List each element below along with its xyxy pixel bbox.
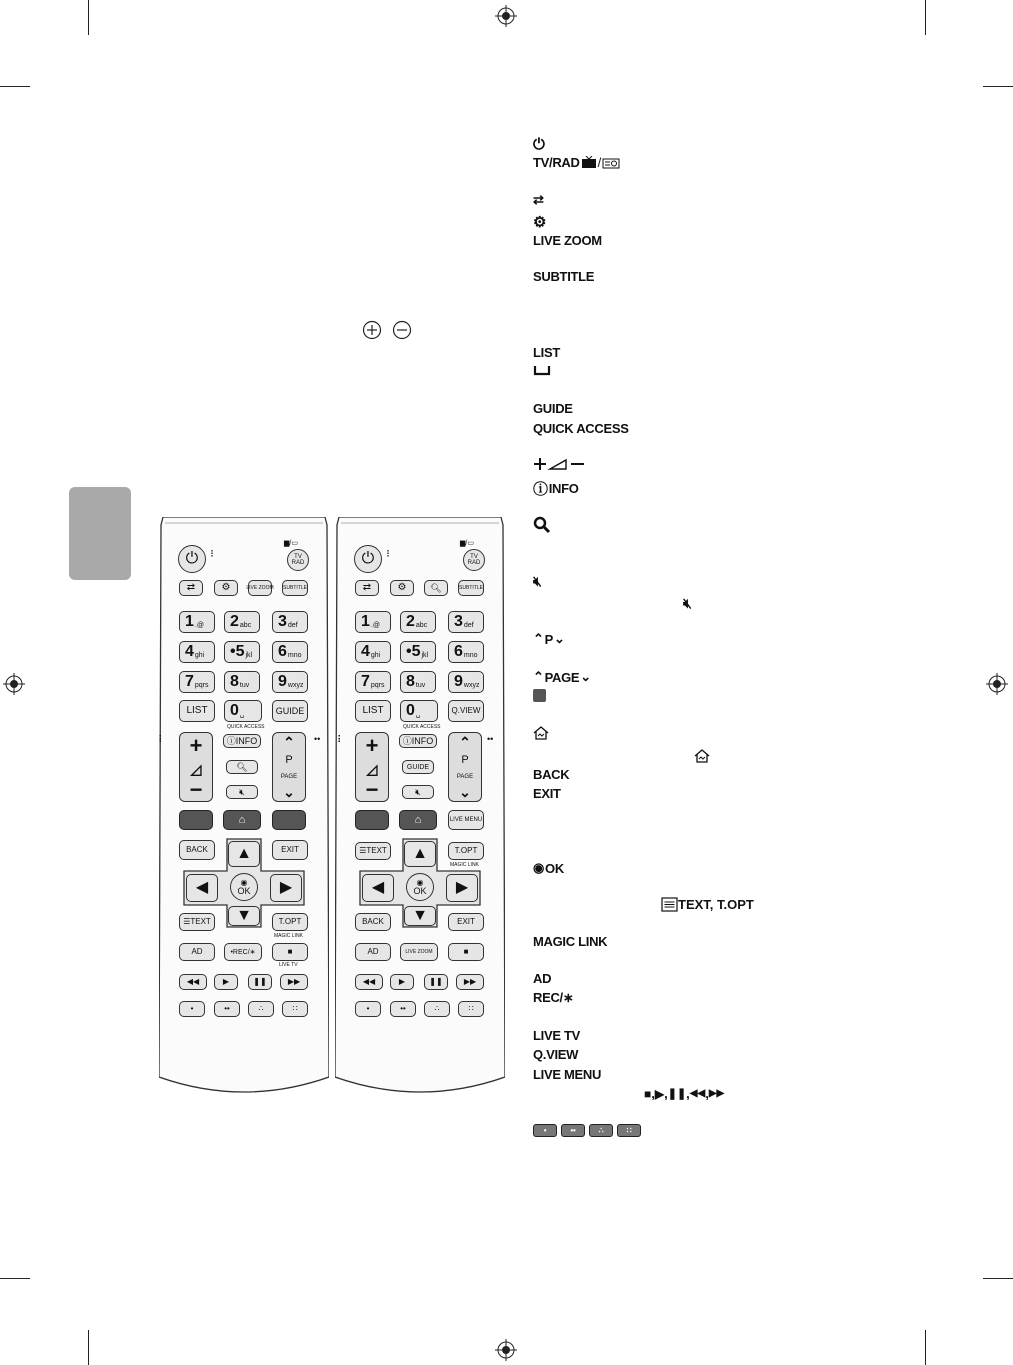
mute-button[interactable]: 🔇︎ xyxy=(226,785,258,799)
legend-power xyxy=(533,136,545,153)
back-button[interactable]: BACK xyxy=(355,913,391,931)
qview-button[interactable]: Q.VIEW xyxy=(448,700,484,722)
crop-mark xyxy=(925,1330,926,1365)
colour-key-1[interactable] xyxy=(355,810,389,830)
legend-tv-rad: TV/RAD / xyxy=(533,155,620,170)
quick-access-label: QUICK ACCESS xyxy=(227,724,265,730)
power-button[interactable]: ⏻ xyxy=(178,545,206,573)
dot-button-2[interactable]: •• xyxy=(214,1001,240,1017)
legend-p xyxy=(533,631,565,647)
p-label: P xyxy=(285,754,293,767)
home-button[interactable]: ⌂ xyxy=(223,810,261,830)
ok-label: OK xyxy=(237,885,251,896)
key-letters: wxyz xyxy=(287,681,304,689)
crop-mark xyxy=(0,1278,30,1279)
ok-icon: ◉ xyxy=(533,860,545,875)
key-letters: abc xyxy=(239,621,252,629)
input-button[interactable]: ⇄ xyxy=(179,580,203,596)
key-letters: def xyxy=(287,621,298,629)
key-number: 6 xyxy=(278,643,287,660)
volume-up-icon: + xyxy=(365,733,379,758)
up-chevron-icon: ⌃ xyxy=(533,669,544,684)
legend-list: LIST xyxy=(533,345,560,360)
legend-ad: AD xyxy=(533,971,552,986)
input-icon: ⇄ xyxy=(533,192,544,207)
legend-home xyxy=(533,726,549,740)
separator: , xyxy=(651,1086,655,1101)
list-button[interactable]: LIST xyxy=(355,700,391,722)
live-zoom-button[interactable]: LIVE ZOOM xyxy=(400,943,438,961)
legend-mute xyxy=(533,573,542,590)
text-button[interactable]: ☰TEXT xyxy=(179,913,215,931)
down-button[interactable]: ▼ xyxy=(404,906,436,926)
play-button[interactable]: ▶ xyxy=(390,974,414,990)
subtitle-button[interactable]: SUBTITLE xyxy=(458,580,484,596)
live-zoom-button[interactable]: LIVE ZOOM xyxy=(248,580,272,596)
rewind-button[interactable]: ◀◀ xyxy=(179,974,207,990)
text-button[interactable]: ☰TEXT xyxy=(355,842,391,860)
live-tv-label: LIVE TV xyxy=(279,962,298,968)
input-button[interactable]: ⇄ xyxy=(355,580,379,596)
key-letters: ␣ xyxy=(415,710,421,718)
right-button[interactable]: ▶ xyxy=(270,874,302,902)
page-label: PAGE xyxy=(280,773,298,780)
number-6-button[interactable] xyxy=(272,641,308,663)
legend-search xyxy=(533,516,551,534)
key-number: 7 xyxy=(185,673,194,690)
colour-key-icon xyxy=(533,689,546,702)
quick-access-label: QUICK ACCESS xyxy=(403,724,441,730)
key-letters: jkl xyxy=(421,651,429,659)
key-number: 9 xyxy=(278,673,287,690)
legend-back: BACK xyxy=(533,767,570,782)
ad-button[interactable]: AD xyxy=(179,943,215,961)
number-3-button[interactable] xyxy=(448,611,484,633)
key-number: 4 xyxy=(361,643,370,660)
legend-live-tv: LIVE TV xyxy=(533,1028,581,1043)
volume-icon: ◿ xyxy=(366,760,378,777)
key-number: •5 xyxy=(406,643,421,660)
key-letters: mno xyxy=(287,651,302,659)
legend-settings xyxy=(533,213,546,231)
crop-mark xyxy=(925,0,926,35)
volume-up-icon: + xyxy=(189,733,203,758)
key-letters: def xyxy=(463,621,474,629)
dot-button-4-icon: ∷ xyxy=(617,1124,641,1137)
legend-exit: EXIT xyxy=(533,786,561,801)
side-dots-icon: ⠇ xyxy=(158,735,166,746)
list-button[interactable]: LIST xyxy=(179,700,215,722)
tv-rad-icons: ▆/▭ xyxy=(460,540,474,547)
registration-mark-icon xyxy=(495,1339,517,1361)
volume-icon xyxy=(533,457,585,471)
zoom-icons xyxy=(362,320,412,340)
separator: , xyxy=(705,1086,709,1101)
search-icon xyxy=(533,516,551,534)
topt-button[interactable]: T.OPT xyxy=(448,842,484,860)
fast-forward-icon: ▶▶ xyxy=(708,1088,725,1099)
legend-page xyxy=(533,669,591,685)
search-button[interactable]: 🔍︎ xyxy=(424,580,448,596)
legend-live-zoom: LIVE ZOOM xyxy=(533,233,602,248)
dot-button-4[interactable]: ∷ xyxy=(458,1001,484,1017)
key-letters: pqrs xyxy=(370,681,385,689)
key-number: 2 xyxy=(406,613,415,630)
rec-button[interactable]: •REC/∗ xyxy=(224,943,262,961)
down-button[interactable]: ▼ xyxy=(228,906,260,926)
language-tab xyxy=(69,487,131,580)
dot-button-3[interactable]: ∴ xyxy=(248,1001,274,1017)
dot-button-1[interactable]: • xyxy=(355,1001,381,1017)
key-number: 2 xyxy=(230,613,239,630)
dot-button-2[interactable]: •• xyxy=(390,1001,416,1017)
ok-label: OK xyxy=(413,885,427,896)
legend-text-topt-label: TEXT, T.OPT xyxy=(678,897,754,912)
number-3-button[interactable] xyxy=(272,611,308,633)
key-number: 1 xyxy=(361,613,370,630)
number-6-button[interactable] xyxy=(448,641,484,663)
key-letters: ghi xyxy=(194,651,205,659)
key-number: 1 xyxy=(185,613,194,630)
legend-page-label: PAGE xyxy=(544,669,580,685)
registration-mark-icon xyxy=(495,5,517,27)
left-button[interactable]: ◀ xyxy=(362,874,394,902)
remote-control-a xyxy=(159,517,329,1097)
tv-icon xyxy=(581,156,597,169)
side-dots-icon: •• xyxy=(487,734,494,744)
stop-icon: ■ xyxy=(644,1086,652,1101)
page-up-icon: ⌃ xyxy=(283,734,295,750)
exit-button[interactable]: EXIT xyxy=(272,840,308,860)
mute-icon: 🔇︎ xyxy=(533,573,542,589)
key-letters: abc xyxy=(415,621,428,629)
number-9-button[interactable] xyxy=(448,671,484,693)
legend-qview: Q.VIEW xyxy=(533,1047,579,1062)
volume-rocker[interactable] xyxy=(179,732,213,802)
crop-mark xyxy=(983,1278,1013,1279)
key-letters: wxyz xyxy=(463,681,480,689)
legend-magic-link: MAGIC LINK xyxy=(533,934,608,949)
subtitle-button[interactable]: SUBTITLE xyxy=(282,580,308,596)
legend-subtitle: SUBTITLE xyxy=(533,269,595,284)
down-chevron-icon: ⌄ xyxy=(580,669,591,684)
back-button[interactable]: BACK xyxy=(179,840,215,860)
dot-button-3-icon: ∴ xyxy=(589,1124,613,1137)
up-chevron-icon: ⌃ xyxy=(533,631,544,646)
legend-p-label: P xyxy=(544,631,553,647)
legend-info xyxy=(533,478,579,499)
ok-icon: ◉ xyxy=(416,877,424,887)
number-9-button[interactable] xyxy=(272,671,308,693)
key-letters: mno xyxy=(463,651,478,659)
space-icon xyxy=(533,363,551,377)
key-letters: jkl xyxy=(245,651,253,659)
legend-input xyxy=(533,192,544,208)
volume-rocker[interactable] xyxy=(355,732,389,802)
number-4-button[interactable] xyxy=(179,641,215,663)
separator: , xyxy=(664,1086,668,1101)
dot-button-1[interactable]: • xyxy=(179,1001,205,1017)
colour-key-2[interactable] xyxy=(272,810,306,830)
key-letters: pqrs xyxy=(194,681,209,689)
legend-ok xyxy=(533,860,564,876)
legend-dot-buttons xyxy=(533,1124,644,1137)
info-button[interactable]: ⓘINFO xyxy=(399,734,437,748)
number-8-button[interactable] xyxy=(400,671,436,693)
legend-volume xyxy=(533,457,585,471)
key-number: 8 xyxy=(230,673,239,690)
side-dots-icon: •• xyxy=(314,734,321,744)
guide-button[interactable]: GUIDE xyxy=(272,700,308,722)
pause-button[interactable]: ❚❚ xyxy=(424,974,448,990)
right-button[interactable]: ▶ xyxy=(446,874,478,902)
key-number: 0 xyxy=(406,702,415,719)
guide-button[interactable]: GUIDE xyxy=(402,760,434,774)
text-icon xyxy=(661,897,678,912)
down-chevron-icon: ⌄ xyxy=(553,631,565,646)
legend-colour-key xyxy=(533,689,546,702)
key-letters: tuv xyxy=(239,681,250,689)
key-letters: ␣ xyxy=(239,710,245,718)
power-icon: ⏻ xyxy=(533,136,545,153)
settings-button[interactable]: ⚙ xyxy=(390,580,414,596)
dot-button-3[interactable]: ∴ xyxy=(424,1001,450,1017)
key-number: 8 xyxy=(406,673,415,690)
page-up-icon: ⌃ xyxy=(459,734,471,750)
home-icon xyxy=(694,749,710,763)
page-rocker[interactable] xyxy=(448,732,482,802)
number-7-button[interactable] xyxy=(179,671,215,693)
settings-icon: ⚙ xyxy=(533,214,547,231)
page-down-icon: ⌄ xyxy=(283,783,295,800)
number-0-button[interactable] xyxy=(400,700,438,722)
dot-button-1-icon: • xyxy=(533,1124,557,1137)
settings-button[interactable]: ⚙ xyxy=(214,580,238,596)
stop-button[interactable]: ■ xyxy=(272,943,308,961)
up-button[interactable]: ▲ xyxy=(404,841,436,867)
legend-ok-label: OK xyxy=(545,860,564,876)
key-number: •5 xyxy=(230,643,245,660)
play-icon: ▶ xyxy=(654,1086,665,1101)
fast-forward-button[interactable]: ▶▶ xyxy=(280,974,308,990)
stop-button[interactable]: ■ xyxy=(448,943,484,961)
search-button[interactable]: 🔍︎ xyxy=(226,760,258,774)
legend-text-topt xyxy=(661,897,754,912)
volume-icon: ◿ xyxy=(190,760,202,777)
ad-button[interactable]: AD xyxy=(355,943,391,961)
pause-icon: ❚❚ xyxy=(667,1088,687,1100)
number-8-button[interactable] xyxy=(224,671,260,693)
separator: , xyxy=(686,1086,690,1101)
key-number: 9 xyxy=(454,673,463,690)
key-letters: tuv xyxy=(415,681,426,689)
key-number: 3 xyxy=(454,613,463,630)
power-dots-icon: ⠇ xyxy=(210,549,217,559)
exit-button[interactable]: EXIT xyxy=(448,913,484,931)
power-dots-icon: ⠇ xyxy=(386,549,393,559)
ok-button[interactable] xyxy=(230,873,258,901)
number-5-button[interactable] xyxy=(224,641,260,663)
p-label: P xyxy=(461,754,469,767)
number-2-button[interactable] xyxy=(224,611,260,633)
volume-down-icon: − xyxy=(189,777,203,802)
tv-rad-button[interactable]: TV RAD xyxy=(463,549,485,571)
number-7-button[interactable] xyxy=(355,671,391,693)
number-5-button[interactable] xyxy=(400,641,436,663)
registration-mark-icon xyxy=(3,673,25,695)
tv-rad-icons: ▆/▭ xyxy=(284,540,298,547)
legend-guide: GUIDE xyxy=(533,401,573,416)
power-button[interactable]: ⏻ xyxy=(354,545,382,573)
radio-icon xyxy=(602,156,620,169)
mute-button[interactable]: 🔇︎ xyxy=(402,785,434,799)
legend-live-menu: LIVE MENU xyxy=(533,1067,602,1082)
key-letters: ghi xyxy=(370,651,381,659)
zoom-in-icon xyxy=(362,320,382,340)
legend-quick-access: QUICK ACCESS xyxy=(533,421,629,436)
crop-mark xyxy=(88,1330,89,1365)
rewind-icon: ◀◀ xyxy=(689,1088,706,1099)
key-letters: .@ xyxy=(370,621,380,629)
dot-button-4[interactable]: ∷ xyxy=(282,1001,308,1017)
volume-down-icon: − xyxy=(365,777,379,802)
dot-button-2-icon: •• xyxy=(561,1124,585,1137)
legend-space xyxy=(533,363,551,377)
magic-link-label: MAGIC LINK xyxy=(450,862,479,868)
page-label: PAGE xyxy=(456,773,474,780)
topt-button[interactable]: T.OPT xyxy=(272,913,308,931)
remote-control-b xyxy=(335,517,505,1097)
mute-icon: 🔇︎ xyxy=(683,595,692,611)
key-number: 6 xyxy=(454,643,463,660)
legend-tv-rad-label: TV/RAD xyxy=(533,155,580,170)
crop-mark xyxy=(983,86,1013,87)
legend-rec: REC/∗ xyxy=(533,990,574,1005)
registration-mark-icon xyxy=(986,673,1008,695)
key-letters: .@ xyxy=(194,621,204,629)
fast-forward-button[interactable]: ▶▶ xyxy=(456,974,484,990)
key-number: 3 xyxy=(278,613,287,630)
page-rocker[interactable] xyxy=(272,732,306,802)
key-number: 4 xyxy=(185,643,194,660)
colour-key-1[interactable] xyxy=(179,810,213,830)
up-button[interactable]: ▲ xyxy=(228,841,260,867)
crop-mark xyxy=(88,0,89,35)
pause-button[interactable]: ❚❚ xyxy=(248,974,272,990)
number-2-button[interactable] xyxy=(400,611,436,633)
live-menu-button[interactable]: LIVE MENU xyxy=(448,810,484,830)
ok-icon: ◉ xyxy=(240,877,248,887)
key-number: 7 xyxy=(361,673,370,690)
legend-playback xyxy=(644,1086,724,1101)
home-button[interactable]: ⌂ xyxy=(399,810,437,830)
legend-info-label: INFO xyxy=(548,481,579,496)
ok-button[interactable] xyxy=(406,873,434,901)
number-0-button[interactable] xyxy=(224,700,262,722)
left-button[interactable]: ◀ xyxy=(186,874,218,902)
number-1-button[interactable] xyxy=(355,611,391,633)
tv-rad-button[interactable]: TV RAD xyxy=(287,549,309,571)
info-icon: ⓘ xyxy=(533,481,548,498)
key-number: 0 xyxy=(230,702,239,719)
number-4-button[interactable] xyxy=(355,641,391,663)
crop-mark xyxy=(0,86,30,87)
home-icon xyxy=(533,726,549,740)
info-button[interactable]: ⓘINFO xyxy=(223,734,261,748)
zoom-out-icon xyxy=(392,320,412,340)
rewind-button[interactable]: ◀◀ xyxy=(355,974,383,990)
number-1-button[interactable] xyxy=(179,611,215,633)
play-button[interactable]: ▶ xyxy=(214,974,238,990)
page-down-icon: ⌄ xyxy=(459,783,471,800)
side-dots-icon: ⠇ xyxy=(337,735,345,746)
magic-link-label: MAGIC LINK xyxy=(274,933,303,939)
